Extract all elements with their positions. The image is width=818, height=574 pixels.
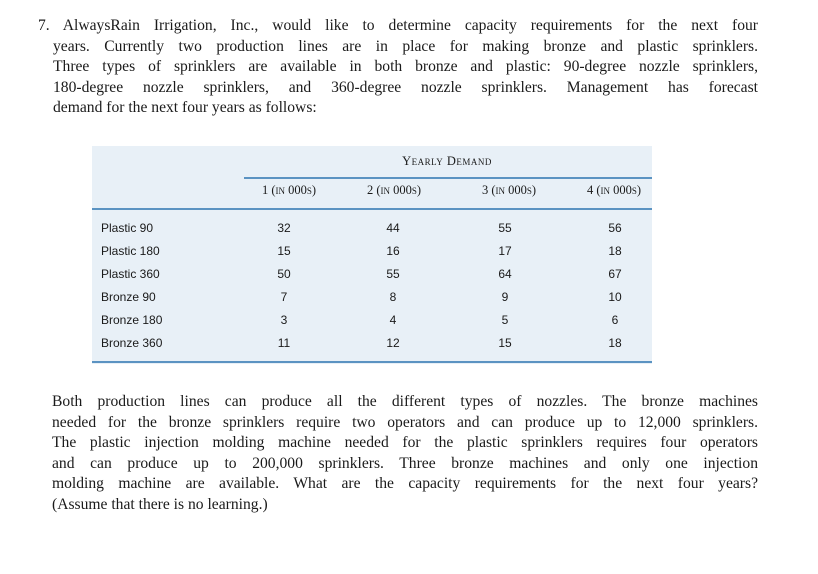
column-header-year-3: 3 (in 000s): [481, 183, 537, 197]
table-group-header: Yearly Demand: [402, 154, 492, 168]
problem-line: Both production lines can produce all the different types of nozzles. The bronze machines: [52, 393, 758, 410]
problem-line: Three types of sprinklers are available in both bronze and plastic: 90-degree nozzle sprinklers,: [53, 58, 758, 75]
table-row: [92, 221, 652, 239]
table-cell: 50: [277, 267, 291, 281]
problem-statement: [38, 16, 758, 119]
table-cell: 15: [277, 244, 291, 258]
table-rule: [244, 177, 652, 179]
column-header-year-1: 1 (in 000s): [261, 183, 317, 197]
table-cell: 11: [277, 336, 291, 350]
table-cell: 12: [386, 336, 400, 350]
table-row: [92, 267, 652, 285]
row-label: Bronze 360: [101, 336, 163, 350]
column-header-year-4: 4 (in 000s): [586, 183, 642, 197]
table-cell: 64: [498, 267, 512, 281]
table-cell: 6: [611, 313, 619, 327]
demand-table: [92, 146, 652, 364]
table-cell: 55: [498, 221, 512, 235]
problem-line: years. Currently two production lines are in place for making bronze and plastic sprinklers.: [53, 37, 758, 55]
table-cell: 9: [501, 290, 509, 304]
table-cell: 18: [608, 244, 622, 258]
table-cell: 16: [386, 244, 400, 258]
problem-line: demand for the next four years as follows:: [53, 99, 317, 116]
table-cell: 15: [498, 336, 512, 350]
table-cell: 10: [608, 290, 622, 304]
problem-line: molding machine are available. What are the capacity requirements for the next four years?: [52, 475, 758, 492]
table-cell: 3: [280, 313, 288, 327]
table-row: [92, 313, 652, 331]
table-row: [92, 290, 652, 308]
row-label: Plastic 90: [101, 221, 154, 235]
problem-line: 7. AlwaysRain Irrigation, Inc., would like to determine capacity requirements for the next four: [38, 17, 758, 34]
row-label: Bronze 90: [101, 290, 156, 304]
table-cell: 56: [608, 221, 622, 235]
column-header-year-2: 2 (in 000s): [366, 183, 422, 197]
table-cell: 55: [386, 267, 400, 281]
problem-line: and can produce up to 200,000 sprinklers. Three bronze machines and only one injection: [52, 454, 758, 472]
table-cell: 17: [498, 244, 512, 258]
table-cell: 7: [280, 290, 288, 304]
problem-line: The plastic injection molding machine needed for the plastic sprinklers requires four operators: [52, 434, 758, 451]
table-row: [92, 244, 652, 262]
table-rule: [92, 208, 652, 210]
row-label: Plastic 180: [101, 244, 160, 258]
row-label: Plastic 360: [101, 267, 160, 281]
row-label: Bronze 180: [101, 313, 163, 327]
table-row: [92, 336, 652, 354]
table-cell: 18: [608, 336, 622, 350]
problem-line: 180-degree nozzle sprinklers, and 360-degree nozzle sprinklers. Management has forecast: [53, 78, 758, 96]
table-cell: 67: [608, 267, 622, 281]
problem-line: needed for the bronze sprinklers require two operators and can produce up to 12,000 sprinklers.: [52, 413, 758, 431]
problem-line: (Assume that there is no learning.): [52, 495, 268, 513]
table-cell: 4: [389, 313, 397, 327]
table-cell: 32: [277, 221, 291, 235]
problem-followup: [52, 392, 758, 515]
table-cell: 8: [389, 290, 397, 304]
table-rule: [92, 361, 652, 363]
table-cell: 5: [501, 313, 509, 327]
table-cell: 44: [386, 221, 400, 235]
